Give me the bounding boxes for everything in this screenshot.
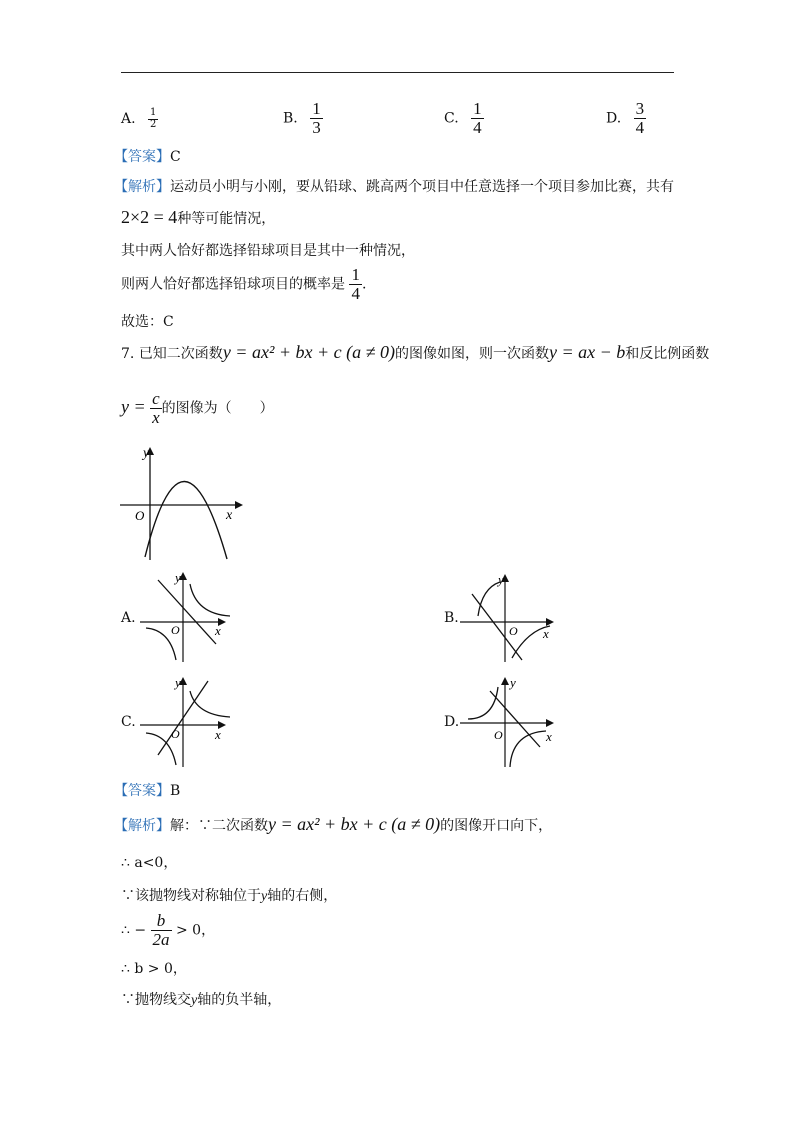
fraction: $\frac{b}{2a}$	[152, 911, 170, 949]
option-c-graph	[138, 675, 238, 770]
analysis-tag: 【解析】	[114, 179, 170, 195]
axis-x-label: x	[215, 623, 221, 638]
fraction: $\frac{c}{x}$	[152, 389, 160, 427]
option-d-graph	[460, 675, 560, 770]
origin-label: O	[135, 508, 145, 523]
axis-y-label: y	[175, 675, 181, 690]
fraction: $\frac{1}{4}$	[351, 265, 360, 303]
q7-solution-line5: ∴ b > 0，	[121, 961, 187, 977]
axis-x-label: x	[546, 729, 552, 744]
option-d-label: D.	[444, 714, 460, 730]
option-d	[606, 100, 646, 137]
fraction: $\frac{1}{2}$	[150, 107, 157, 130]
option-c	[444, 100, 484, 137]
axis-y-label: y	[143, 446, 150, 461]
option-a-graph	[138, 570, 238, 665]
q7-stem-line1: 7. 已知二次函数y = ax² + bx + c (a ≠ 0)的图像如图，则一次函数y = ax − b和反比例函数	[121, 342, 710, 362]
option-label: D.	[606, 110, 622, 127]
origin-label: O	[494, 728, 503, 742]
prev-conclusion: 故选：C	[121, 314, 174, 330]
fraction: $\frac{1}{3}$	[312, 99, 321, 137]
origin-label: O	[171, 727, 180, 741]
fraction: $\frac{1}{4}$	[473, 99, 482, 137]
axis-y-label: y	[510, 675, 516, 690]
option-c-label: C.	[121, 714, 136, 730]
answer-tag: 【答案】	[114, 149, 170, 165]
answer-tag: 【答案】	[114, 783, 170, 799]
option-a	[121, 108, 158, 130]
analysis-tag: 【解析】	[114, 818, 170, 834]
prev-analysis-line2: 2×2 = 4种等可能情况，	[121, 207, 276, 227]
prev-answer	[114, 146, 181, 166]
origin-label: O	[171, 623, 180, 637]
answer-value: C	[170, 149, 181, 165]
answer-value: B	[170, 783, 181, 799]
option-b-label: B.	[444, 610, 459, 626]
q7-solution-line4: ∴ − $\frac{b}{2a}$ > 0，	[121, 911, 216, 949]
q7-stem-line2: y = $\frac{c}{x}$ 的图像为（ ）	[121, 389, 274, 427]
q7-solution-line1: 【解析】解：∵二次函数y = ax² + bx + c (a ≠ 0)的图像开口向下，	[114, 814, 553, 834]
axis-x-label: x	[543, 626, 549, 641]
option-label: C.	[444, 110, 459, 127]
option-label: A.	[121, 111, 136, 127]
q7-answer	[114, 780, 180, 800]
prev-analysis-line1: 【解析】运动员小明与小刚，要从铅球、跳高两个项目中任意选择一个项目参加比赛，共有	[114, 179, 674, 195]
option-label: B.	[283, 110, 298, 127]
header-rule	[121, 72, 674, 73]
prev-analysis-line3: 其中两人恰好都选择铅球项目是其中一种情况，	[121, 243, 415, 259]
parabola-figure	[115, 445, 245, 565]
axis-x-label: x	[215, 727, 221, 742]
q7-solution-line2: ∴ a<0，	[121, 855, 178, 871]
axis-y-label: y	[498, 572, 504, 587]
prev-analysis-line4: 则两人恰好都选择铅球项目的概率是 $\frac{1}{4}$ .	[121, 265, 367, 303]
fraction: $\frac{3}{4}$	[635, 99, 645, 137]
axis-y-label: y	[175, 570, 181, 585]
q7-solution-line3: ∵该抛物线对称轴位于y轴的右侧，	[121, 888, 338, 904]
option-b-graph	[460, 572, 560, 667]
q7-solution-line6: ∵抛物线交y轴的负半轴，	[121, 992, 282, 1008]
axis-x-label: x	[226, 508, 233, 523]
origin-label: O	[509, 624, 518, 638]
option-a-label: A.	[121, 610, 136, 626]
question-number: 7.	[121, 346, 135, 362]
option-b	[283, 100, 323, 137]
